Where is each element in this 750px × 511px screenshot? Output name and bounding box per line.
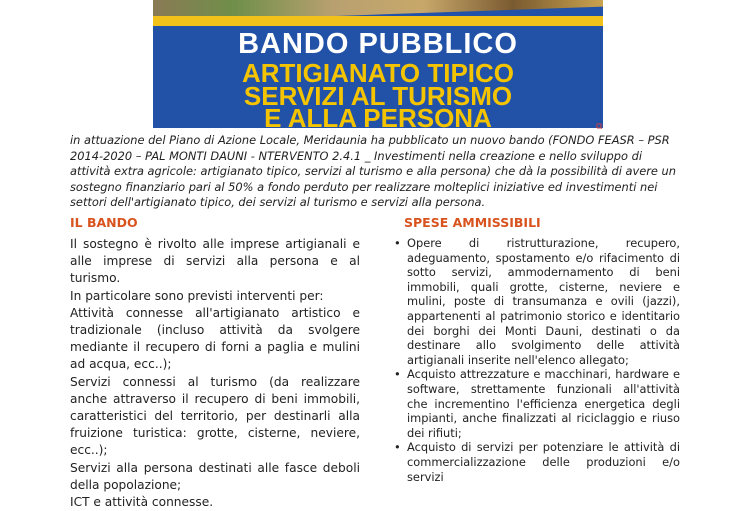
banner-yellow-band <box>153 16 603 26</box>
right-heading: SPESE AMMISSIBILI <box>404 215 541 230</box>
list-item: • Acquisto attrezzature e macchinari, hardware e software, strettamente funzionali all'attività che incrementino l'efficienza energetica degli impianti, anche finalizzati al riciclaggio e riuso dei rifiuti; <box>394 367 680 440</box>
left-paragraph: Attività connesse all'artigianato artistico e tradizionale (incluso attività da svolgere mediante il recupero di forni a paglia e mulini ad acqua, ecc..); <box>70 305 360 372</box>
banner-line-1: ARTIGIANATO TIPICO <box>241 58 515 88</box>
left-paragraph: Il sostegno è rivolto alle imprese artigianali e alle imprese di servizi alla persona e al turismo. <box>70 237 360 286</box>
list-item: • Acquisto di servizi per potenziare le attività di commercializzazione delle produzioni e/o servizi <box>394 440 680 484</box>
left-paragraph: ICT e attività connesse. <box>70 495 214 510</box>
left-heading: IL BANDO <box>70 215 138 230</box>
left-paragraph: Servizi connessi al turismo (da realizzare anche attraverso il recupero di beni immobili, caratteristici del territorio, per destinarli alla fruizione turistica: grotte, cisterne, neviere, ecc..); <box>70 374 360 458</box>
spese-list <box>394 236 680 484</box>
banner-line-2: SERVIZI AL TURISMO <box>243 81 513 111</box>
left-paragraph: In particolare sono previsti interventi per: <box>70 288 324 303</box>
banner-title: BANDO PUBBLICO <box>238 28 518 60</box>
list-item: • Opere di ristrutturazione, recupero, adeguamento, spostamento e/o rifacimento di sotto servizi, ammodernamento di beni immobili, quali grotte, cisterne, neviere e mulini, poste di transumanza e ovili (jazzi), appartenenti al patrimonio storico e identitario dei borghi dei Monti Dauni, destinati o da destinare allo svolgimento delle attività artigianali inserite nell'elenco allegato; <box>394 236 680 367</box>
image-corner-icon: ⧉ <box>596 122 603 132</box>
left-paragraph: Servizi alla persona destinati alle fasce deboli della popolazione; <box>70 460 360 492</box>
bando-banner <box>153 0 603 128</box>
intro-paragraph: in attuazione del Piano di Azione Locale, Meridaunia ha pubblicato un nuovo bando (FONDO FEASR – PSR 2014-2020 – PAL MONTI DAUNI - NTERVENTO 2.4.1 _ Investimenti nella creazione e nello sviluppo di attività extra agricole: artigianato tipico, servizi al turismo e alla persona) che dà la possibilità di avere un sostegno finanziario pari al 50% a fondo perduto per realizzare molteplici iniziative ed investimenti nei settori dell'artigianato tipico, dei servizi al turismo e servizi alla persona. <box>70 133 676 210</box>
banner-line-3: E ALLA PERSONA <box>264 103 492 128</box>
bando-description <box>70 236 360 511</box>
